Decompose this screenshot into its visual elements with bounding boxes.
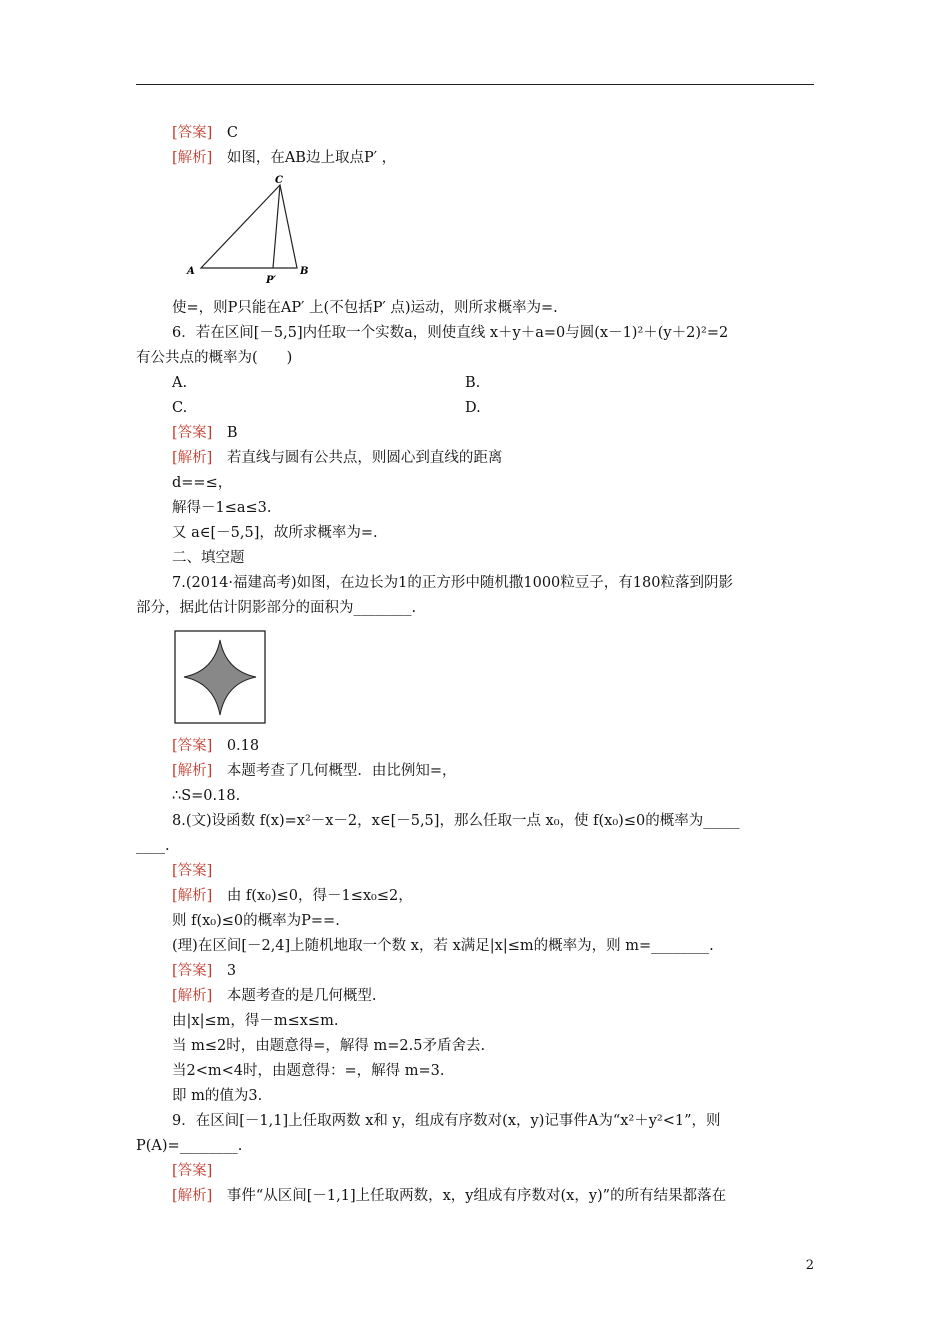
answer-tag: [解析] — [172, 150, 213, 166]
line-text: 3 — [212, 963, 237, 979]
answer-tag: [解析] — [172, 1188, 213, 1204]
label-p-prime: P′ — [266, 275, 277, 286]
line-text: C — [212, 125, 238, 141]
line-text: 当 m≤2时，由题意得=，解得 m=2.5矛盾舍去. — [172, 1038, 486, 1054]
line-text: 部分，据此估计阴影部分的面积为________. — [136, 600, 417, 616]
page-number: 2 — [805, 1258, 814, 1273]
text-line — [172, 911, 340, 931]
text-line — [172, 1036, 485, 1056]
text-line — [465, 373, 480, 393]
header-rule — [136, 84, 814, 85]
segment-cp — [273, 185, 280, 268]
line-text: 本题考查了几何概型．由比例知=， — [212, 763, 457, 779]
answer-tag: [答案] — [172, 1163, 213, 1179]
text-line — [172, 573, 733, 593]
text-line — [136, 348, 292, 368]
text-line — [136, 836, 170, 856]
text-line — [172, 1061, 445, 1081]
label-a: A — [187, 266, 195, 277]
text-line — [172, 398, 187, 418]
answer-tag: [答案] — [172, 863, 213, 879]
label-c: C — [275, 175, 283, 186]
text-line — [172, 473, 232, 493]
text-line — [172, 736, 259, 756]
line-text: 当2<m<4时，由题意得：=，解得 m=3. — [172, 1063, 445, 1079]
text-line — [172, 123, 238, 143]
text-line — [465, 398, 481, 418]
line-text: 有公共点的概率为( ) — [136, 350, 293, 366]
line-text: B. — [465, 375, 481, 391]
line-text: 即 m的值为3. — [172, 1088, 263, 1104]
text-line — [172, 1186, 726, 1206]
line-text: C. — [172, 400, 188, 416]
text-line — [136, 1136, 242, 1156]
line-text: A. — [172, 375, 188, 391]
triangle-abc — [201, 185, 297, 268]
answer-tag: [答案] — [172, 425, 213, 441]
text-line — [172, 1111, 721, 1131]
text-line — [172, 886, 413, 906]
line-text: 7.(2014·福建高考)如图，在边长为1的正方形中随机撒1000粒豆子，有180粒落到阴影 — [172, 575, 733, 591]
answer-tag: [解析] — [172, 450, 213, 466]
line-text: 9．在区间[－1,1]上任取两数 x和 y，组成有序数对(x，y)记事件A为“x²＋y²<1”，则 — [172, 1113, 721, 1129]
line-text: 由|x|≤m，得－m≤x≤m. — [172, 1013, 339, 1029]
text-line — [172, 961, 236, 981]
answer-tag: [解析] — [172, 988, 213, 1004]
text-line — [172, 786, 240, 806]
text-line — [172, 423, 237, 443]
line-text: 解得－1≤a≤3. — [172, 500, 272, 516]
text-line — [172, 761, 456, 781]
line-text: 二、填空题 — [172, 550, 245, 566]
line-text: 本题考查的是几何概型. — [212, 988, 377, 1004]
text-line — [136, 598, 416, 618]
line-text: 0.18 — [212, 738, 260, 754]
answer-tag: [答案] — [172, 125, 213, 141]
line-text: 8.(文)设函数 f(x)=x²－x－2，x∈[－5,5]，那么任取一点 x₀，使 f(x₀)≤0的概率为_____ — [172, 813, 740, 829]
text-line — [172, 523, 378, 543]
answer-tag: [解析] — [172, 763, 213, 779]
text-line — [172, 986, 376, 1006]
line-text: 如图，在AB边上取点P′ ， — [212, 150, 397, 166]
line-text: ∴S=0.18. — [172, 788, 241, 804]
answer-tag: [答案] — [172, 963, 213, 979]
line-text: d==≤， — [172, 475, 233, 491]
text-line — [172, 811, 739, 831]
text-line — [172, 548, 245, 568]
label-b: B — [300, 266, 309, 277]
text-line — [172, 861, 212, 881]
line-text: 又 a∈[－5,5]，故所求概率为=. — [172, 525, 378, 541]
line-text: 使=，则P只能在AP′ 上(不包括P′ 点)运动，则所求概率为=. — [172, 300, 558, 316]
answer-tag: [解析] — [172, 888, 213, 904]
square-figure — [174, 630, 267, 725]
triangle-figure — [183, 174, 318, 286]
line-text: 6．若在区间[－5,5]内任取一个实数a，则使直线 x＋y＋a=0与圆(x－1)²＋(y＋2)²=2 — [172, 325, 729, 341]
line-text: B — [212, 425, 238, 441]
text-line — [172, 323, 728, 343]
answer-tag: [答案] — [172, 738, 213, 754]
text-line — [172, 448, 502, 468]
line-text: ____. — [136, 838, 170, 854]
line-text: 则 f(x₀)≤0的概率为P==. — [172, 913, 340, 929]
text-line — [172, 498, 272, 518]
line-text: 事件“从区间[－1,1]上任取两数，x，y组成有序数对(x，y)”的所有结果都落在 — [212, 1188, 727, 1204]
line-text: P(A)=________. — [136, 1138, 243, 1154]
text-line — [172, 148, 396, 168]
text-line — [172, 1161, 212, 1181]
line-text: 若直线与圆有公共点，则圆心到直线的距离 — [212, 450, 503, 466]
line-text: (理)在区间[－2,4]上随机地取一个数 x，若 x满足|x|≤m的概率为，则 m=________. — [172, 938, 714, 954]
line-text: 由 f(x₀)≤0，得－1≤x₀≤2， — [212, 888, 413, 904]
line-text: D. — [465, 400, 481, 416]
text-line — [172, 1011, 338, 1031]
text-line — [172, 298, 558, 318]
text-line — [172, 1086, 262, 1106]
text-line — [172, 373, 187, 393]
text-line — [172, 936, 714, 956]
